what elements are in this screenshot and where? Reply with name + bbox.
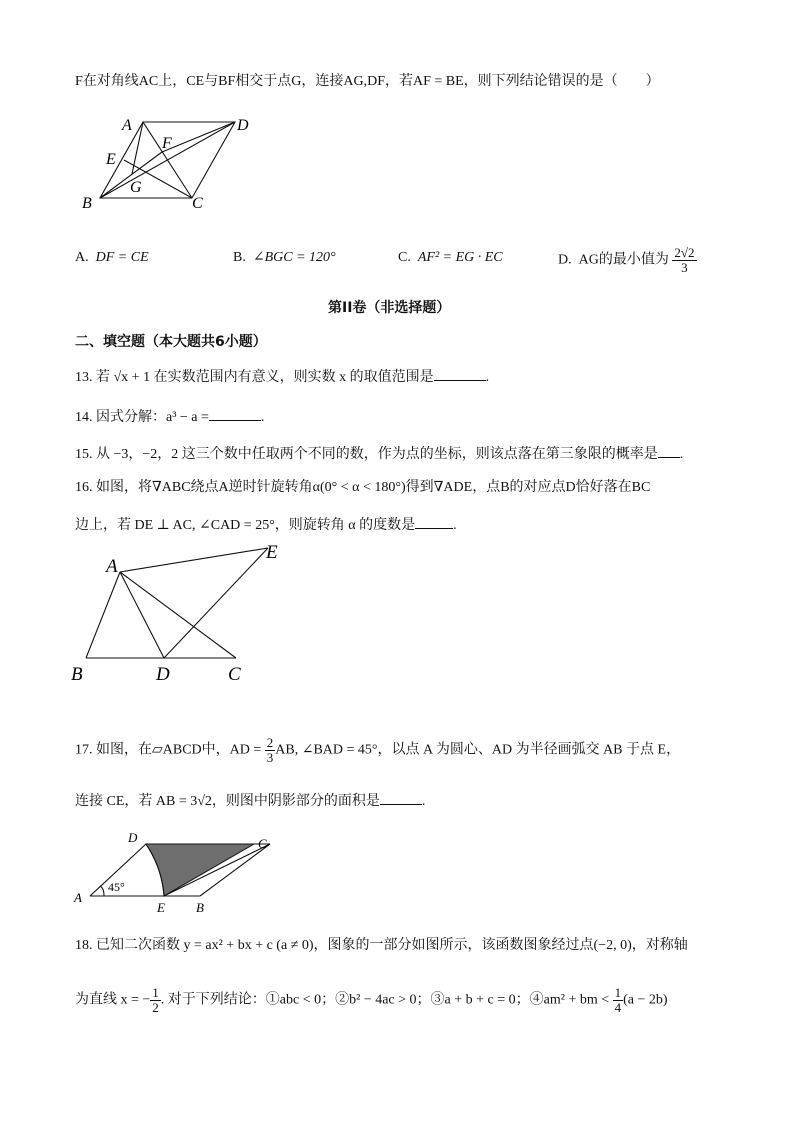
label-e: E xyxy=(157,900,165,915)
option-d-fraction: $\frac{2√2}{3}$ xyxy=(674,245,695,275)
label-d: D xyxy=(156,664,170,685)
segment-ad xyxy=(120,572,164,658)
label-b: B xyxy=(82,195,92,212)
q13-blank[interactable] xyxy=(434,366,486,381)
q18-fraction-1: $\frac{1}{2}$ xyxy=(152,985,159,1015)
shaded-region xyxy=(146,844,254,896)
q16-blank[interactable] xyxy=(415,514,453,529)
q14: 14. 因式分解：a³ − a = . xyxy=(75,406,264,428)
segment-ae xyxy=(120,548,268,572)
label-c: C xyxy=(228,664,241,685)
option-c[interactable]: C. AF² = EG · EC xyxy=(398,250,503,265)
q18-line1: 18. 已知二次函数 y = ax² + bx + c (a ≠ 0)，图象的一部分如图所示，该函数图象经过点(−2, 0)，对称轴 xyxy=(75,938,688,953)
q17-figure xyxy=(70,828,280,918)
diagonal-bd xyxy=(100,122,235,198)
angle-label: 45° xyxy=(108,880,125,894)
label-e: E xyxy=(106,151,116,168)
q16-line2: 边上，若 DE ⊥ AC, ∠CAD = 25°，则旋转角 α 的度数是 . xyxy=(75,514,457,536)
q15: 15. 从 −3，−2，2 这三个数中任取两个不同的数，作为点的坐标，则该点落在第三象限的概率是 . xyxy=(75,443,683,465)
label-a: A xyxy=(122,117,132,134)
q15-blank[interactable] xyxy=(658,443,680,458)
label-d: D xyxy=(128,830,138,845)
part-title: 二、填空题（本大题共6小题） xyxy=(75,334,267,350)
label-g: G xyxy=(130,179,142,196)
label-a: A xyxy=(74,890,82,905)
label-b: B xyxy=(71,664,83,685)
q12-figure xyxy=(80,110,260,215)
label-e: E xyxy=(266,542,278,563)
q16-line1: 16. 如图，将∇ABC绕点A逆时针旋转角α(0° < α < 180°)得到∇ADE，点B的对应点D恰好落在BC xyxy=(75,480,651,495)
segment-ab xyxy=(86,572,120,658)
q12-stem: F在对角线AC上，CE与BF相交于点G，连接AG,DF，若AF = BE，则下列结论错误的是（ ） xyxy=(75,74,660,89)
q18-fraction-2: $\frac{1}{4}$ xyxy=(614,985,622,1015)
section-title: 第II卷（非选择题） xyxy=(328,300,451,316)
option-a[interactable]: A. DF = CE xyxy=(75,250,149,265)
segment-df xyxy=(162,122,235,152)
q17-blank[interactable] xyxy=(380,790,422,805)
segment-ag xyxy=(132,122,143,174)
option-d[interactable]: D. AG的最小值为 $\frac{2√2}{3}$ xyxy=(558,245,695,275)
segment-ac xyxy=(120,572,236,658)
label-c: C xyxy=(192,195,203,212)
q13: 13. 若 √x + 1 在实数范围内有意义，则实数 x 的取值范围是 . xyxy=(75,366,489,388)
q17-line2: 连接 CE，若 AB = 3√2，则图中阴影部分的面积是 . xyxy=(75,790,425,812)
q18-line2: 为直线 x = − $\frac{1}{2}$ . 对于下列结论：①abc < 0；②b² − 4ac > 0；③a + b + c = 0；④am² + bm < $\frac{1}{4}$ (a − 2b) xyxy=(75,985,668,1015)
label-d: D xyxy=(237,117,249,134)
label-f: F xyxy=(162,135,172,152)
q16-figure xyxy=(68,538,298,688)
q17-line1: 17. 如图，在▱ABCD中，AD = $\frac{2}{3}$ AB, ∠BAD = 45°，以点 A 为圆心、AD 为半径画弧交 AB 于点 E， xyxy=(75,735,681,765)
label-c: C xyxy=(258,836,267,851)
option-b[interactable]: B. ∠BGC = 120° xyxy=(233,250,336,265)
angle-mark xyxy=(100,886,104,896)
segment-de xyxy=(164,548,268,658)
q17-fraction: $\frac{2}{3}$ xyxy=(266,735,274,765)
label-a: A xyxy=(106,556,118,577)
q14-blank[interactable] xyxy=(209,406,261,421)
label-b: B xyxy=(196,900,204,915)
